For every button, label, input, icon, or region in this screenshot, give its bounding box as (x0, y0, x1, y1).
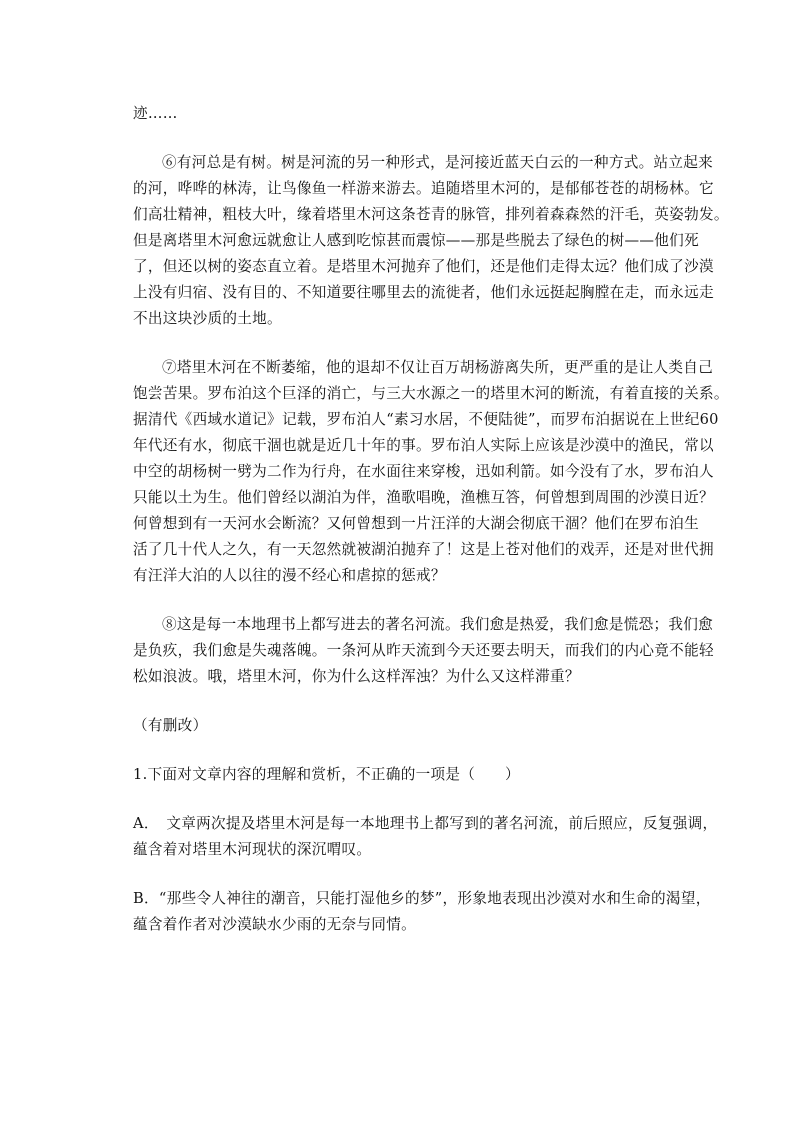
option-line: 蕴含着作者对沙漠缺水少雨的无奈与同情。 (133, 916, 416, 933)
paragraph-line: ⑥有河总是有树。树是河流的另一种形式，是河接近蓝天白云的一种方式。站立起来 (162, 154, 714, 171)
paragraph-line: 松如浪波。哦，塔里木河，你为什么这样浑浊？为什么又这样滞重？ (133, 668, 580, 685)
paragraph-line: 饱尝苦果。罗布泊这个巨泽的消亡，与三大水源之一的塔里木河的断流，有着直接的关系。 (133, 385, 729, 402)
option-line: 蕴含着对塔里木河现状的深沉喟叹。 (133, 841, 372, 858)
paragraph-line: 只能以土为生。他们曾经以湖泊为伴，渔歌唱晚，渔樵互答，何曾想到周围的沙漠日近？ (133, 489, 714, 506)
paragraph-8 (133, 612, 714, 690)
paragraph-line: 何曾想到有一天河水会断流？又何曾想到一片汪洋的大湖会彻底干涸？他们在罗布泊生 (133, 515, 699, 532)
option-line: B．“那些令人神往的潮音，只能打湿他乡的梦”，形象地表现出沙漠对水和生命的渴望， (133, 890, 711, 907)
paragraph-line: 活了几十代人之久，有一天忽然就被湖泊抛弃了！这是上苍对他们的戏弄，还是对世代拥 (133, 541, 714, 558)
option-a (133, 811, 718, 863)
paragraph-line: 上没有归宿、没有目的、不知道要往哪里去的流徙者，他们永远挺起胸膛在走，而永远走 (133, 284, 714, 301)
question-stem (133, 762, 666, 788)
option-b (133, 886, 711, 938)
paragraph-line: 中空的胡杨树一劈为二作为行舟，在水面往来穿梭，迅如利箭。如今没有了水，罗布泊人 (133, 463, 714, 480)
paragraph-line: 是负疚，我们愈是失魂落魄。一条河从昨天流到今天还要去明天，而我们的内心竟不能轻 (133, 642, 714, 659)
paragraph-line: 年代还有水，彻底干涸也就是近几十年的事。罗布泊人实际上应该是沙漠中的渔民，常以 (133, 437, 714, 454)
paragraph-line: 不出这块沙质的土地。 (133, 310, 282, 327)
paragraph-line: ⑧这是每一本地理书上都写进去的著名河流。我们愈是热爱，我们愈是慌恐；我们愈 (162, 616, 714, 633)
source-note (133, 713, 666, 739)
paragraph-line: 有汪洋大泊的人以往的漫不经心和虐掠的惩戒？ (133, 567, 446, 584)
paragraph-line: 迹…… (133, 105, 178, 122)
paragraph-6 (133, 150, 729, 332)
paragraph-7 (133, 355, 729, 589)
paragraph-line: 据清代《西域水道记》记载，罗布泊人“素习水居，不便陆徙”，而罗布泊据说在上世纪60 (133, 411, 719, 428)
paragraph-line: ⑦塔里木河在不断萎缩，他的退却不仅让百万胡杨游离失所，更严重的是让人类自己 (162, 359, 714, 376)
paragraph-line: 但是离塔里木河愈远就愈让人感到吃惊甚而震惊——那是些脱去了绿色的树——他们死 (133, 232, 699, 249)
paragraph-line: 了，但还以树的姿态直立着。是塔里木河抛弃了他们，还是他们走得太远？他们成了沙漠 (133, 258, 714, 275)
option-line: A． 文章两次提及塔里木河是每一本地理书上都写到的著名河流，前后照应，反复强调， (133, 815, 718, 832)
document-body (133, 101, 729, 961)
paragraph-line: 的河，哗哗的林涛，让鸟像鱼一样游来游去。追随塔里木河的，是郁郁苍苍的胡杨林。它 (133, 180, 714, 197)
source-note-text: （有删改） (133, 717, 208, 734)
paragraph-line: 们高壮精神，粗枝大叶，缘着塔里木河这条苍青的脉管，排列着森森然的汗毛，英姿勃发。 (133, 206, 729, 223)
paragraph-trail (133, 101, 666, 127)
question-stem-text: 1.下面对文章内容的理解和赏析，不正确的一项是（ ） (133, 766, 520, 783)
